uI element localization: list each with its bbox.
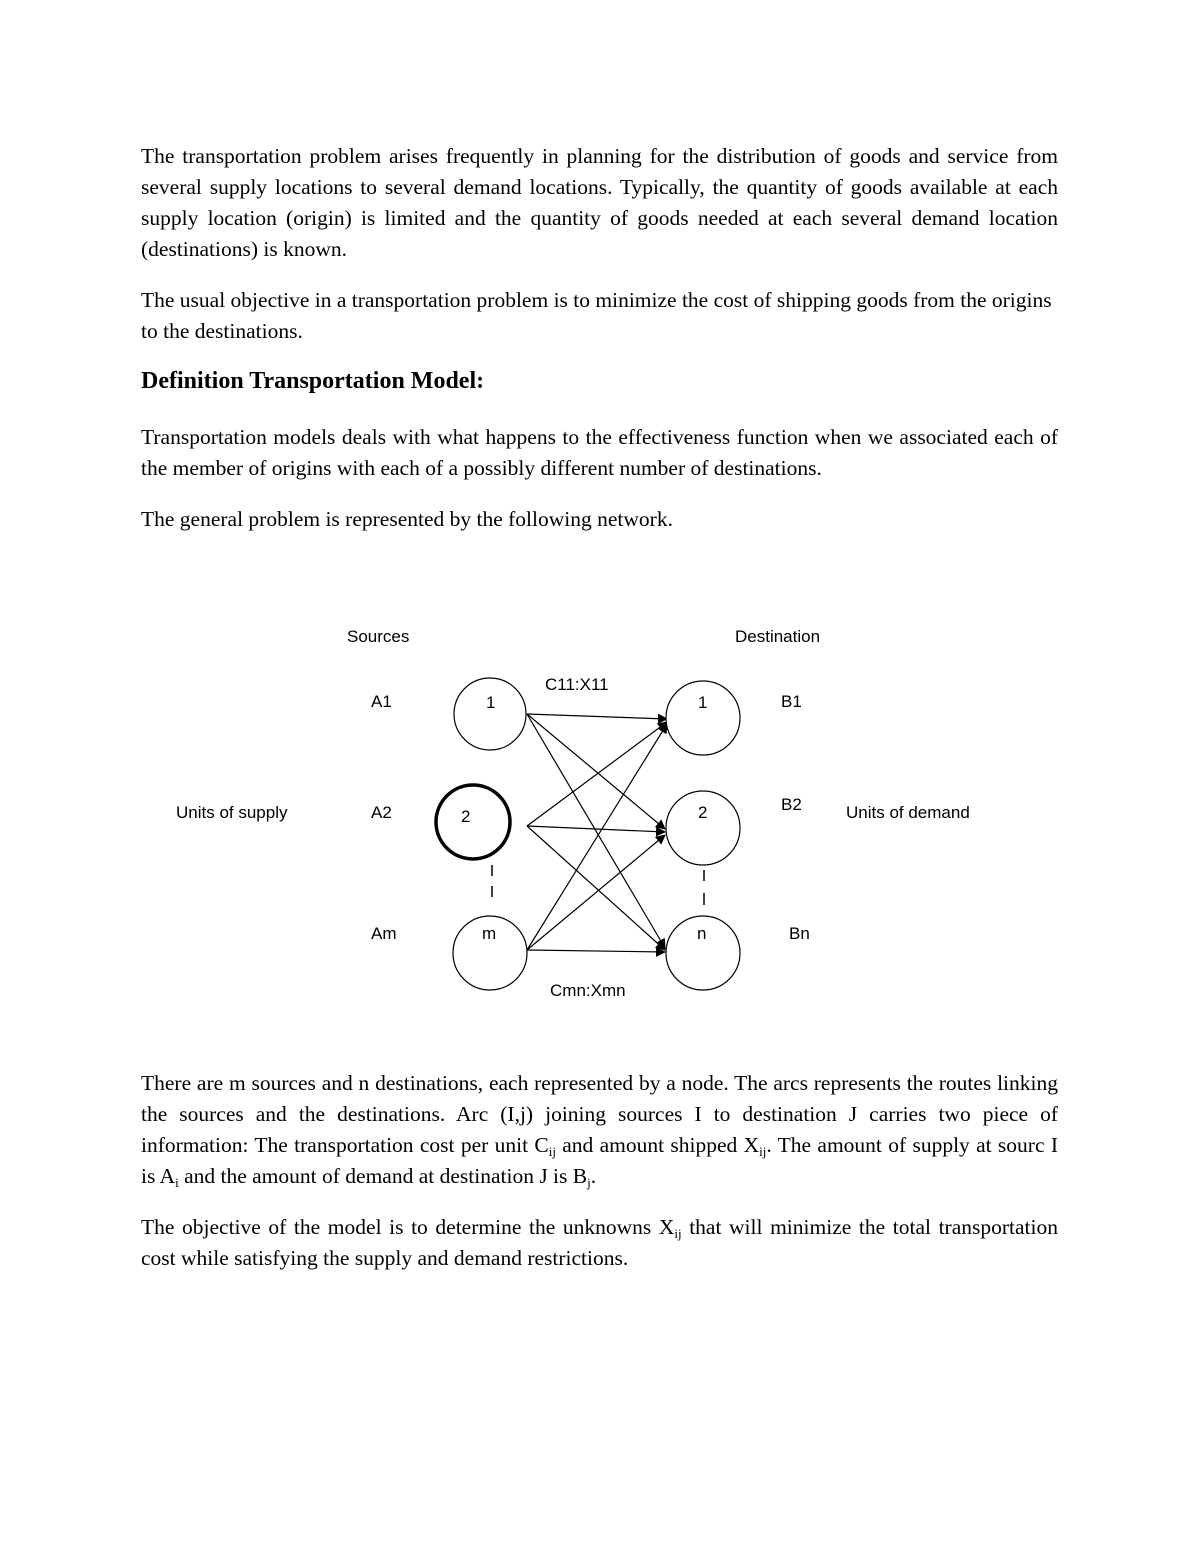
dest-node-n-label: n [697,924,707,943]
p5-text-5: . [590,1164,597,1188]
p6-subscript-ij: ij [674,1226,682,1241]
p5-subscript-ij-amount: ij [759,1144,767,1159]
dest-label-b1: B1 [781,692,802,711]
source-node-2-label: 2 [461,807,471,826]
p5-text-2: and amount shipped X [555,1133,760,1157]
arc-1-2 [527,714,665,829]
intro-paragraph: The transportation problem arises frequently in planning for the distribution of goods and service from several supply locations to several demand locations. Typically, the quantity of goods available at each supply location (origin) is limited and the quantity of goods needed at each several demand location (destinations) is known. [141,144,1058,261]
source-label-a1: A1 [371,692,392,711]
network-intro-paragraph: The general problem is represented by the following network. [141,507,673,531]
p6-text-2: that will minimize the total transportation cost while satisfying the supply and demand restrictions. [141,1215,1058,1270]
source-node-m-label: m [482,924,497,943]
dest-nodes [666,681,740,990]
bottom-arc-label: Cmn:Xmn [550,981,626,1000]
arc-m-2 [527,835,665,950]
arc-1-1 [527,714,667,719]
p5-text-3: . The amount of supply at sourc I is A [141,1133,1058,1188]
sources-heading: Sources [347,627,410,646]
units-of-supply-label: Units of supply [176,803,288,822]
p5-subscript-j: j [587,1175,591,1190]
objective-paragraph: The usual objective in a transportation problem is to minimize the cost of shipping goods from the origins to the destinations. [141,288,1052,343]
source-label-am: Am [371,924,397,943]
p5-subscript-i: i [175,1175,179,1190]
p5-text-4: and the amount of demand at destination J is B [178,1164,588,1188]
source-node-1-label: 1 [486,693,496,712]
ellipsis-dashes [492,865,704,905]
dest-label-b2: B2 [781,795,802,814]
dest-label-bn: Bn [789,924,810,943]
transportation-network-diagram [0,600,1200,1010]
p6-text-1: The objective of the model is to determine the unknowns X [141,1215,675,1239]
arc-2-1 [527,722,667,826]
source-node-1 [454,678,526,750]
dest-node-2-label: 2 [698,803,708,822]
model-objective-paragraph [141,1212,1058,1274]
dest-node-1-label: 1 [698,693,708,712]
arc-m-n [527,950,665,952]
arc-2-n [527,826,665,950]
section-heading: Definition Transportation Model: [141,368,485,394]
arcs [527,714,667,952]
destination-heading: Destination [735,627,821,646]
source-label-a2: A2 [371,803,392,822]
sources-destinations-paragraph [141,1068,1058,1192]
p5-text-1: There are m sources and n destinations, each represented by a node. The arcs represents the routes linking the sources and the destinations. Arc (I,j) joining sources I to destination J carries two piece of information: The transportation cost per unit C [141,1071,1058,1157]
units-of-demand-label: Units of demand [846,803,970,822]
p5-subscript-ij-cost: ij [548,1144,556,1159]
definition-paragraph: Transportation models deals with what happens to the effectiveness function when we associated each of the member of origins with each of a possibly different number of destinations. [141,425,1058,480]
source-nodes [436,678,527,990]
source-node-2 [436,785,510,859]
top-arc-label: C11:X11 [545,675,609,694]
